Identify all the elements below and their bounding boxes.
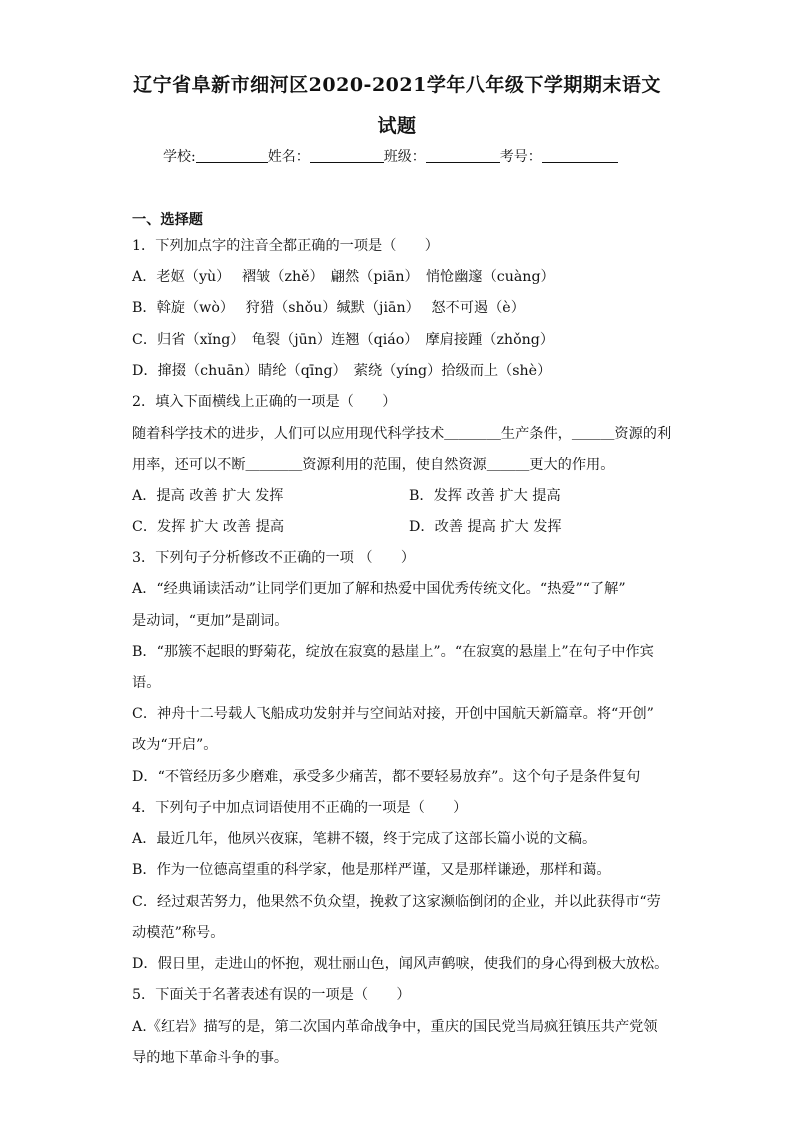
- question-3-option-a: A．“经典诵读活动”让同学们更加了解和热爱中国优秀传统文化。“热爱”“了解”: [132, 581, 626, 597]
- question-3-option-d: D．“不管经历多少磨难，承受多少痛苦，都不要轻易放弃”。这个句子是条件复句: [132, 769, 641, 785]
- student-info-row: [163, 146, 618, 166]
- question-2-stem: 2．填入下面横线上正确的一项是（ ）: [132, 394, 397, 410]
- question-2-option-b: B．发挥 改善 扩大 提高: [409, 488, 561, 504]
- question-2-option-a: A．提高 改善 扩大 发挥: [132, 488, 284, 504]
- question-4-option-b: B．作为一位德高望重的科学家，他是那样严谨，又是那样谦逊，那样和蔼。: [132, 862, 611, 878]
- class-label: 班级：: [383, 149, 426, 165]
- question-4-option-c: C．经过艰苦努力，他果然不负众望，挽救了这家濒临倒闭的企业，并以此获得市“劳: [132, 894, 661, 910]
- school-blank[interactable]: [196, 148, 268, 163]
- question-3-option-b-cont: 语。: [132, 675, 161, 691]
- question-5-option-a: A.《红岩》描写的是，第二次国内革命战争中，重庆的国民党当局疯狂镇压共产党领: [132, 1019, 658, 1035]
- question-1-option-c: C．归省（xǐng） 龟裂（jūn）连翘（qiáo） 摩肩接踵（zhǒng）: [132, 332, 555, 348]
- question-2-option-b-wrap: [409, 485, 561, 505]
- question-3-stem: 3．下列句子分析修改不正确的一项 （ ）: [132, 550, 416, 566]
- question-5-option-a-cont: 导的地下革命斗争的事。: [132, 1050, 289, 1066]
- name-label: 姓名：: [267, 149, 310, 165]
- school-label: 学校:: [163, 149, 196, 165]
- question-5-stem: 5．下面关于名著表述有误的一项是（ ）: [132, 987, 411, 1003]
- section-heading: 一、选择题: [132, 212, 203, 228]
- question-4-option-a: A．最近几年，他夙兴夜寐，笔耕不辍，终于完成了这部长篇小说的文稿。: [132, 831, 597, 847]
- question-3-option-a-cont: 是动词，“更加”是副词。: [132, 613, 289, 629]
- name-blank[interactable]: [310, 148, 384, 163]
- question-3-option-c: C．神舟十二号载人飞船成功发射并与空间站对接，开创中国航天新篇章。将“开创”: [132, 706, 654, 722]
- question-2-option-c: C．发挥 扩大 改善 提高: [132, 519, 285, 535]
- question-1-option-d: D．撺掇（chuān）睛纶（qīng） 萦绕（yíng）拾级而上（shè）: [132, 363, 552, 379]
- question-4-option-d: D．假日里，走进山的怀抱，观壮丽山色，闻风声鹤唳，使我们的身心得到极大放松。: [132, 956, 669, 972]
- question-3-option-b: B．“那簇不起眼的野菊花，绽放在寂寞的悬崖上”。“在寂寞的悬崖上”在句子中作宾: [132, 644, 654, 660]
- exam-title-continued: 试题: [377, 115, 417, 137]
- number-blank[interactable]: [542, 148, 618, 163]
- question-2-option-d-wrap: [409, 516, 562, 536]
- question-2-passage: 随着科学技术的进步，人们可以应用现代科学技术＿＿＿＿生产条件，＿＿＿资源的利: [132, 426, 672, 442]
- question-2-passage-cont: 用率，还可以不断＿＿＿＿资源利用的范围，使自然资源＿＿＿更大的作用。: [132, 457, 615, 473]
- question-1-option-a: A．老妪（yù） 褶皱（zhě） 翩然（piān） 悄怆幽邃（cuàng）: [132, 269, 555, 285]
- question-2-options-row2: [132, 516, 284, 536]
- question-2-options-row1: [132, 485, 283, 505]
- class-blank[interactable]: [426, 148, 500, 163]
- question-4-option-c-cont: 动模范”称号。: [132, 925, 225, 941]
- question-1-stem: 1．下列加点字的注音全都正确的一项是（ ）: [132, 238, 439, 254]
- question-2-option-d: D．改善 提高 扩大 发挥: [409, 519, 562, 535]
- question-4-stem: 4．下列句子中加点词语使用不正确的一项是（ ）: [132, 800, 468, 816]
- exam-title: 辽宁省阜新市细河区2020-2021学年八年级下学期期末语文: [133, 74, 661, 96]
- question-3-option-c-cont: 改为“开启”。: [132, 737, 218, 753]
- number-label: 考号：: [499, 149, 542, 165]
- question-1-option-b: B．斡旋（wò） 狩猎（shǒu）缄默（jiān） 怒不可遏（è）: [132, 300, 525, 316]
